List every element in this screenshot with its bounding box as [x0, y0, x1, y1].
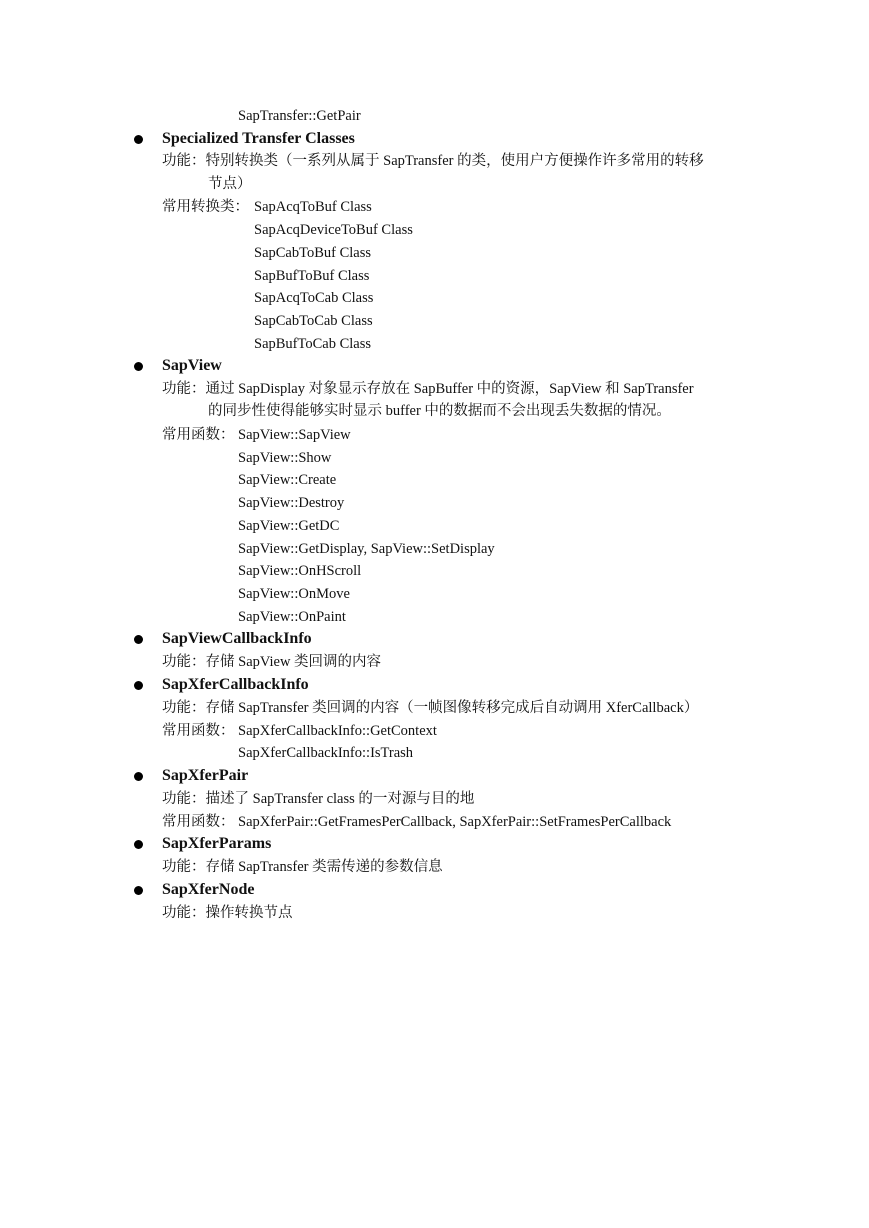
section-description: 功能：存储 SapTransfer 类回调的内容（一帧图像转移完成后自动调用 XferCallback） [162, 700, 699, 716]
bullet-icon [134, 840, 143, 849]
list-label: 常用函数： [162, 427, 235, 443]
bullet-icon [134, 886, 143, 895]
section-title: SapXferParams [162, 835, 272, 852]
bullet-icon [134, 135, 143, 144]
function-item: SapView::SapView [238, 427, 351, 443]
section-description: 功能：特别转换类（一系列从属于 SapTransfer 的类，使用户方便操作许多常用的转移 [162, 153, 704, 169]
section-title: SapViewCallbackInfo [162, 630, 312, 647]
bullet-icon [134, 635, 143, 644]
class-item: SapAcqDeviceToBuf Class [254, 222, 413, 238]
list-label: 常用转换类： [162, 199, 249, 215]
class-item: SapCabToCab Class [254, 313, 373, 329]
section-title: SapXferNode [162, 881, 255, 898]
function-item: SapView::OnPaint [238, 609, 346, 625]
section-description: 功能：描述了 SapTransfer class 的一对源与目的地 [162, 791, 475, 807]
function-item: SapXferCallbackInfo::GetContext [238, 723, 437, 739]
section-description: 功能：存储 SapView 类回调的内容 [162, 654, 382, 670]
function-item: SapView::Create [238, 472, 337, 488]
section-description: 功能：操作转换节点 [162, 905, 293, 921]
function-item: SapTransfer::GetPair [238, 108, 361, 124]
function-item: SapXferPair::GetFramesPerCallback, SapXferPair::SetFramesPerCallback [238, 814, 672, 830]
function-item: SapView::OnMove [238, 586, 350, 602]
function-item: SapView::Destroy [238, 495, 345, 511]
bullet-icon [134, 362, 143, 371]
class-item: SapCabToBuf Class [254, 245, 371, 261]
section-description: 功能：通过 SapDisplay 对象显示存放在 SapBuffer 中的资源，SapView 和 SapTransfer [162, 381, 694, 397]
section-description: 功能：存储 SapTransfer 类需传递的参数信息 [162, 859, 443, 875]
section-description-cont: 的同步性使得能够实时显示 buffer 中的数据而不会出现丢失数据的情况。 [208, 403, 671, 419]
class-item: SapBufToCab Class [254, 336, 371, 352]
section-title: SapXferPair [162, 767, 249, 784]
class-item: SapAcqToCab Class [254, 290, 374, 306]
bullet-icon [134, 681, 143, 690]
list-label: 常用函数： [162, 814, 235, 830]
section-title: SapView [162, 357, 222, 374]
class-item: SapAcqToBuf Class [254, 199, 372, 215]
function-item: SapView::GetDC [238, 518, 340, 534]
function-item: SapView::Show [238, 450, 332, 466]
class-item: SapBufToBuf Class [254, 268, 370, 284]
section-title: Specialized Transfer Classes [162, 130, 355, 147]
section-description-cont: 节点） [208, 176, 252, 192]
function-item: SapXferCallbackInfo::IsTrash [238, 745, 414, 761]
function-item: SapView::GetDisplay, SapView::SetDisplay [238, 541, 495, 557]
function-item: SapView::OnHScroll [238, 563, 362, 579]
list-label: 常用函数： [162, 723, 235, 739]
section-title: SapXferCallbackInfo [162, 676, 309, 693]
bullet-icon [134, 772, 143, 781]
